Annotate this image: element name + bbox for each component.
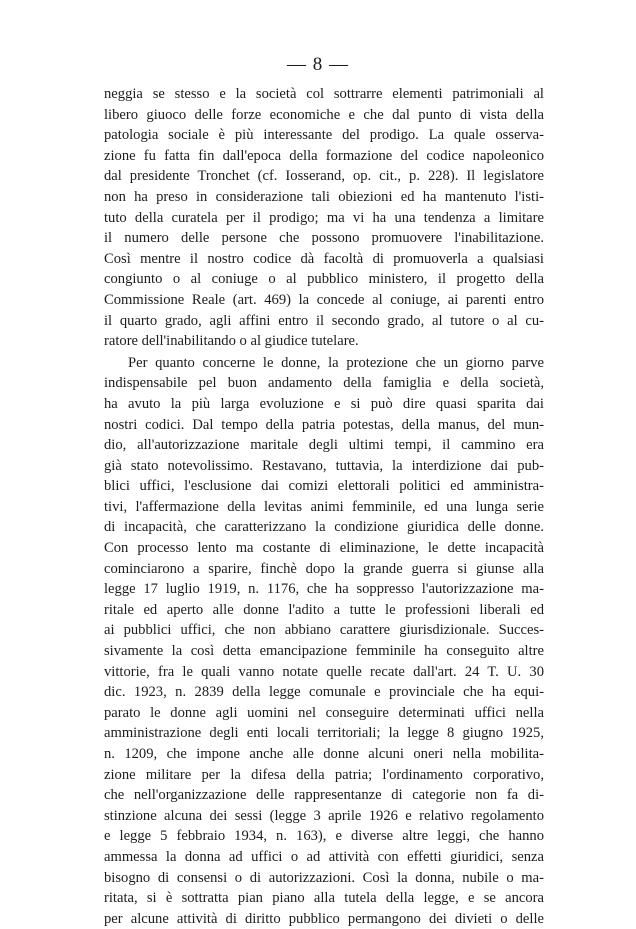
- text-line: tivi, l'affermazione della levitas animi femminile, ed una lunga serie: [104, 498, 544, 515]
- text-line: amministrazione degli enti locali territoriali; la legge 8 giugno 1925,: [104, 725, 544, 742]
- text-line: parato le donne agli uomini nel conseguire determinati uffici nella: [104, 704, 544, 721]
- text-line: stinzione alcuna dei sessi (legge 3 aprile 1926 e relativo regolamento: [104, 807, 544, 824]
- text-line: Con processo lento ma costante di eliminazione, le dette incapacità: [104, 540, 544, 557]
- text-line: zione militare per la difesa della patria; l'ordinamento corporativo,: [104, 766, 544, 783]
- text-line: libero giuoco delle forze economiche e che dal punto di vista della: [104, 106, 544, 123]
- text-line: ratore dell'inabilitando o al giudice tutelare.: [104, 333, 359, 350]
- text-line: dic. 1923, n. 2839 della legge comunale e provinciale che ha equi-: [104, 684, 544, 701]
- text-line: sivamente la così detta emancipazione femminile ha conseguito altre: [104, 643, 544, 660]
- text-line: bisogno di consensi o di autorizzazioni. Così la donna, nubile o ma-: [104, 869, 544, 886]
- text-line: ritale ed aperto alle donne l'adito a tutte le professioni liberali ed: [104, 601, 544, 618]
- paragraph-1: [104, 84, 544, 352]
- text-line: Commissione Reale (art. 469) la concede al coniuge, ai parenti entro: [104, 291, 544, 308]
- text-line: neggia se stesso e la società col sottrarre elementi patrimoniali al: [104, 86, 544, 102]
- text-line: patologia sociale è più interessante del prodigo. La quale osserva-: [104, 127, 544, 144]
- text-line: zione fu fatta fin dall'epoca della formazione del codice napoleonico: [104, 147, 544, 164]
- text-line: blici uffici, l'esclusione dai comizi elettorali politici ed amministra-: [104, 478, 544, 495]
- text-line: Per quanto concerne le donne, la protezione che un giorno parve: [128, 354, 544, 371]
- text-line: vittorie, fra le quali vanno notate quelle recate dall'art. 24 T. U. 30: [104, 663, 544, 680]
- text-line: cominciarono a sparire, finchè dopo la grande guerra si giunse alla: [104, 560, 544, 577]
- text-line: dal presidente Tronchet (cf. Iosserand, op. cit., p. 228). Il legislatore: [104, 168, 544, 185]
- text-line: il quarto grado, agli affini entro il secondo grado, al tutore o al cu-: [104, 312, 544, 329]
- text-line: che nell'organizzazione delle rappresentanze di categorie non fa di-: [104, 787, 544, 804]
- text-line: nostri codici. Dal tempo della patria potestas, della manus, del mun-: [104, 416, 544, 433]
- text-line: il numero delle persone che possono promuovere l'inabilitazione.: [104, 230, 544, 247]
- text-line: n. 1209, che impone anche alle donne alcuni oneri nella mobilita-: [104, 746, 544, 762]
- text-line: ha avuto la più larga evoluzione e si può dire quasi sparita dai: [104, 395, 544, 412]
- paragraph-2: [104, 353, 544, 929]
- text-line: e legge 5 febbraio 1934, n. 163), e diverse altre leggi, che hanno: [104, 828, 544, 845]
- page-number: — 8 —: [287, 54, 349, 75]
- body-text: [104, 84, 544, 929]
- text-line: di incapacità, che caratterizzano la condizione giuridica delle donne.: [104, 519, 544, 536]
- text-line: non ha preso in considerazione tali obiezioni ed ha mantenuto l'isti-: [104, 188, 544, 205]
- text-line: ai pubblici uffici, che non abbiano carattere giurisdizionale. Succes-: [104, 622, 544, 639]
- text-line: congiunto o al coniuge o al pubblico ministero, il progetto della: [104, 271, 544, 288]
- text-line: Così mentre il nostro codice dà facoltà di promuoverla a qualsiasi: [104, 250, 544, 267]
- text-line: ammessa la donna ad uffici o ad attività con effetti giuridici, senza: [104, 848, 544, 865]
- text-line: indispensabile pel buon andamento della famiglia e della società,: [104, 375, 544, 392]
- text-line: dio, all'autorizzazione maritale degli ultimi tempi, il cammino era: [104, 437, 544, 454]
- text-line: ritata, si è sottratta pian piano alla tutela della legge, e se ancora: [104, 890, 544, 907]
- text-line: per alcune attività di diritto pubblico permangono dei divieti o delle: [104, 910, 544, 927]
- text-line: già stato notevolissimo. Restavano, tuttavia, la interdizione dai pub-: [104, 457, 544, 474]
- text-line: legge 17 luglio 1919, n. 1176, che ha soppresso l'autorizzazione ma-: [104, 581, 544, 598]
- text-line: tuto della curatela per il prodigo; ma vi ha una tendenza a limitare: [104, 209, 544, 226]
